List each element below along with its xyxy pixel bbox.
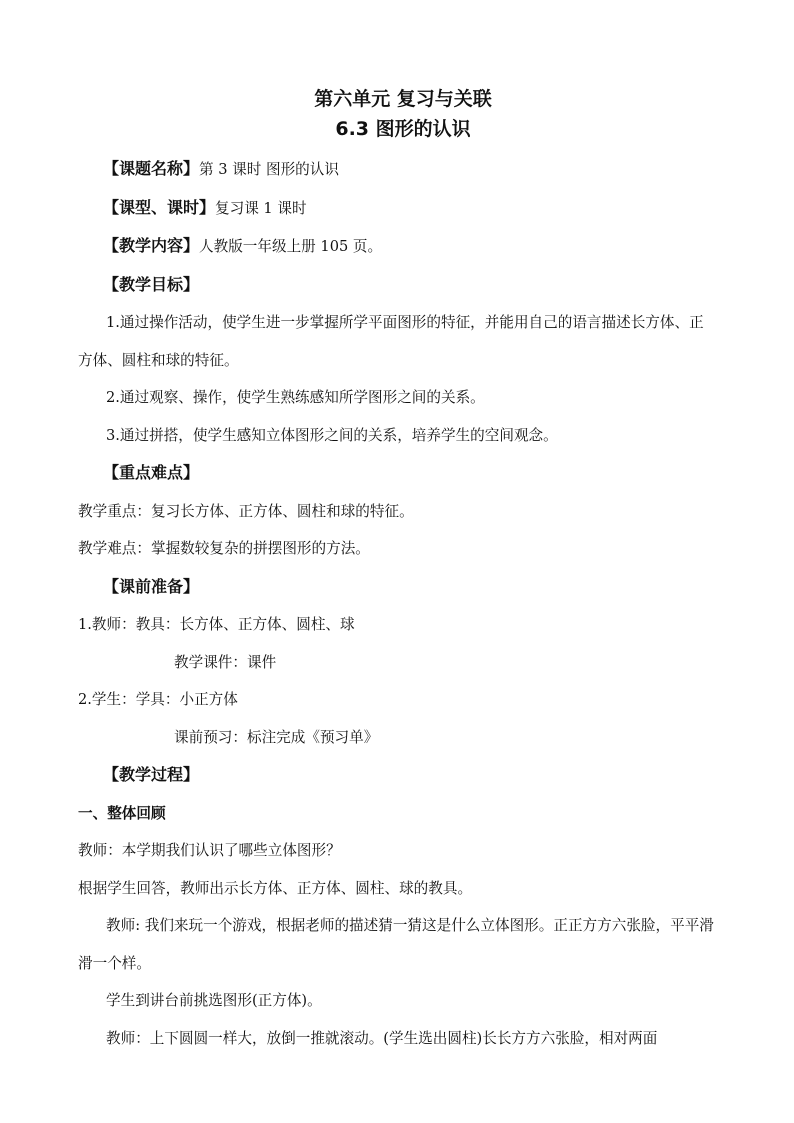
prep-heading: 【课前准备】 xyxy=(103,576,200,596)
process-line-2: 根据学生回答，教师出示长方体、正方体、圆柱、球的教具。 xyxy=(78,879,473,897)
prep-student: 2.学生：学具：小正方体 xyxy=(78,691,238,708)
type-label: 【课型、课时】 xyxy=(103,197,216,217)
keypoints-heading-row xyxy=(78,454,718,493)
topic-row xyxy=(78,150,718,189)
goal-item-1: 1.通过操作活动，使学生进一步掌握所学平面图形的特征，并能用自己的语言描述长方体、正方体、圆柱和球的特征。 xyxy=(78,314,704,369)
topic-label: 【课题名称】 xyxy=(103,159,200,178)
type-value: 复习课 1 课时 xyxy=(215,199,307,217)
topic-value: 第 3 课时 图形的认识 xyxy=(199,161,339,178)
process-line-3: 教师: 我们来玩一个游戏，根据老师的描述猜一猜这是什么立体图形。正正方方六张脸，平平滑滑一个样。 xyxy=(78,917,714,972)
prep-teacher-extra: 教学课件：课件 xyxy=(174,653,277,671)
difficulty-text: 教学难点：掌握数较复杂的拼摆图形的方法。 xyxy=(78,540,370,557)
document-page xyxy=(78,84,718,1057)
type-row xyxy=(78,189,718,228)
keypoints-heading: 【重点难点】 xyxy=(103,463,200,482)
process-line-4: 学生到讲台前挑选图形(正方体)。 xyxy=(106,992,322,1009)
content-label: 【教学内容】 xyxy=(103,236,200,255)
process-heading-row xyxy=(78,756,718,795)
unit-title: 第六单元 复习与关联 xyxy=(314,88,492,110)
process-line-1: 教师：本学期我们认识了哪些立体图形？ xyxy=(78,842,341,859)
process-heading: 【教学过程】 xyxy=(103,765,200,784)
prep-student-extra: 课前预习：标注完成《预习单》 xyxy=(174,728,379,746)
prep-teacher: 1.教师：教具：长方体、正方体、圆柱、球 xyxy=(78,616,355,633)
goals-heading-row xyxy=(78,266,718,305)
lesson-title: 6.3 图形的认识 xyxy=(335,118,471,140)
process-line-5: 教师：上下圆圆一样大，放倒一推就滚动。(学生选出圆柱)长长方方六张脸，相对两面 xyxy=(106,1029,658,1047)
content-row xyxy=(78,227,718,266)
content-value: 人教版一年级上册 105 页。 xyxy=(199,238,383,255)
focus-text: 教学重点：复习长方体、正方体、圆柱和球的特征。 xyxy=(78,502,414,520)
section-overall-review: 一、整体回顾 xyxy=(78,804,166,822)
goals-heading: 【教学目标】 xyxy=(103,274,200,294)
prep-heading-row xyxy=(78,568,718,607)
goal-item-2: 2.通过观察、操作，使学生熟练感知所学图形之间的关系。 xyxy=(106,389,485,406)
goal-item-3: 3.通过拼搭，使学生感知立体图形之间的关系，培养学生的空间观念。 xyxy=(106,426,558,444)
